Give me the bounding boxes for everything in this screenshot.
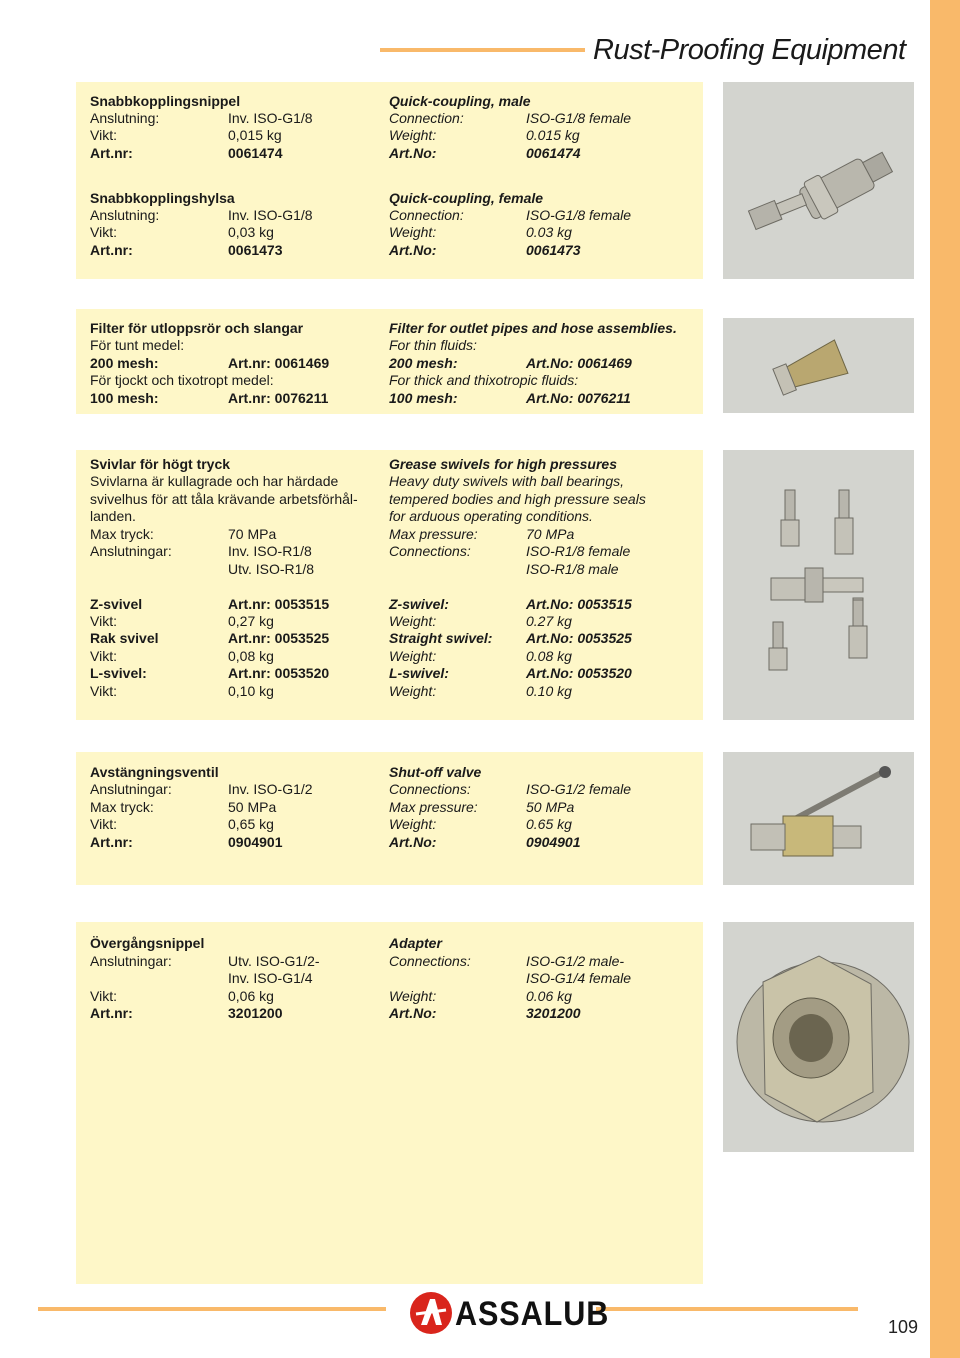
s4-sv-l-weight-label: Vikt: — [90, 683, 117, 699]
s6-en-art-value: 3201200 — [526, 1005, 581, 1021]
s2-en-conn-label: Connection: — [389, 207, 464, 223]
s1-sv-weight-value: 0,015 kg — [228, 127, 282, 143]
quick-coupling-photo — [723, 82, 914, 279]
s6-sv-conn-label: Anslutningar: — [90, 953, 172, 969]
s5-sv-conn-label: Anslutningar: — [90, 781, 172, 797]
s4-sv-conn-value1: Inv. ISO-R1/8 — [228, 543, 312, 559]
s4-sv-desc2: svivelhus för att tåla krävande arbetsförhål- — [90, 491, 358, 507]
s5-en-weight-value: 0.65 kg — [526, 816, 572, 832]
s1-en-conn-value: ISO-G1/8 female — [526, 110, 632, 126]
s4-en-z-weight-label: Weight: — [389, 613, 437, 629]
s4-en-press-value: 70 MPa — [526, 526, 575, 542]
s4-en-desc1: Heavy duty swivels with ball bearings, — [389, 473, 624, 489]
s4-sv-l-weight-value: 0,10 kg — [228, 683, 274, 699]
s2-en-title: Quick-coupling, female — [389, 190, 544, 206]
s5-sv-weight-value: 0,65 kg — [228, 816, 274, 832]
s3-en-100-value: Art.No: 0076211 — [526, 390, 631, 406]
s6-sv-conn-value2: Inv. ISO-G1/4 — [228, 970, 313, 986]
s4-en-z-weight-value: 0.27 kg — [526, 613, 572, 629]
s4-en-desc2: tempered bodies and high pressure seals — [389, 491, 646, 507]
s2-sv-conn-label: Anslutning: — [90, 207, 160, 223]
footer-rule-right — [596, 1307, 858, 1311]
s4-sv-z-label: Z-svivel — [90, 596, 143, 612]
s3-sv-thick: För tjockt och tixotropt medel: — [90, 372, 274, 388]
s5-sv-conn-value: Inv. ISO-G1/2 — [228, 781, 313, 797]
s4-sv-title: Svivlar för högt tryck — [90, 456, 231, 472]
s1-en-weight-value: 0.015 kg — [526, 127, 580, 143]
s4-sv-press-value: 70 MPa — [228, 526, 277, 542]
s4-sv-z-weight-value: 0,27 kg — [228, 613, 274, 629]
s5-en-weight-label: Weight: — [389, 816, 437, 832]
s6-en-conn-label: Connections: — [389, 953, 471, 969]
s2-sv-art-label: Art.nr: — [90, 242, 133, 258]
s2-sv-title: Snabbkopplingshylsa — [90, 190, 235, 206]
header-rule — [380, 48, 585, 52]
s5-sv-title: Avstängningsventil — [90, 764, 219, 780]
s6-en-art-label: Art.No: — [389, 1005, 437, 1021]
s3-sv-100-label: 100 mesh: — [90, 390, 159, 406]
s6-sv-art-label: Art.nr: — [90, 1005, 133, 1021]
s5-sv-art-label: Art.nr: — [90, 834, 133, 850]
s1-sv-art-label: Art.nr: — [90, 145, 133, 161]
s3-en-thick: For thick and thixotropic fluids: — [389, 372, 579, 388]
s1-sv-title: Snabbkopplingsnippel — [90, 93, 241, 109]
s5-en-conn-value: ISO-G1/2 female — [526, 781, 632, 797]
s5-sv-press-value: 50 MPa — [228, 799, 277, 815]
s1-sv-conn-value: Inv. ISO-G1/8 — [228, 110, 313, 126]
s2-sv-conn-value: Inv. ISO-G1/8 — [228, 207, 313, 223]
s3-en-200-label: 200 mesh: — [389, 355, 458, 371]
s3-en-title: Filter for outlet pipes and hose assemblies. — [389, 320, 677, 336]
s4-sv-rak-weight-value: 0,08 kg — [228, 648, 274, 664]
s3-en-200-value: Art.No: 0061469 — [526, 355, 632, 371]
s6-sv-weight-label: Vikt: — [90, 988, 117, 1004]
s1-en-weight-label: Weight: — [389, 127, 437, 143]
s5-en-press-value: 50 MPa — [526, 799, 575, 815]
page-title: Rust-Proofing Equipment — [593, 34, 906, 66]
s1-sv-weight-label: Vikt: — [90, 127, 117, 143]
footer-rule-left — [38, 1307, 386, 1311]
filter-photo — [723, 318, 914, 413]
s4-en-conn-value1: ISO-R1/8 female — [526, 543, 631, 559]
s4-en-l-art: Art.No: 0053520 — [526, 665, 632, 681]
s5-sv-art-value: 0904901 — [228, 834, 283, 850]
s6-sv-title: Övergångsnippel — [90, 935, 205, 951]
s1-en-art-label: Art.No: — [389, 145, 437, 161]
s5-en-title: Shut-off valve — [389, 764, 482, 780]
s3-en-thin: For thin fluids: — [389, 337, 477, 353]
s4-sv-conn-value2: Utv. ISO-R1/8 — [228, 561, 315, 577]
adapter-photo — [723, 922, 914, 1152]
s6-en-conn-value2: ISO-G1/4 female — [526, 970, 632, 986]
s4-en-z-art: Art.No: 0053515 — [526, 596, 632, 612]
s5-en-conn-label: Connections: — [389, 781, 471, 797]
s4-sv-conn-label: Anslutningar: — [90, 543, 172, 559]
s5-en-press-label: Max pressure: — [389, 799, 478, 815]
s4-sv-press-label: Max tryck: — [90, 526, 154, 542]
s4-en-l-label: L-swivel: — [389, 665, 449, 681]
s2-sv-art-value: 0061473 — [228, 242, 283, 258]
s6-sv-weight-value: 0,06 kg — [228, 988, 274, 1004]
s4-en-conn-value2: ISO-R1/8 male — [526, 561, 619, 577]
s4-sv-l-art: Art.nr: 0053520 — [228, 665, 330, 681]
s4-sv-l-label: L-svivel: — [90, 665, 147, 681]
s3-sv-200-label: 200 mesh: — [90, 355, 159, 371]
s3-en-100-label: 100 mesh: — [389, 390, 458, 406]
s4-sv-z-art: Art.nr: 0053515 — [228, 596, 330, 612]
shut-off-valve-photo — [723, 752, 914, 885]
s3-sv-thin: För tunt medel: — [90, 337, 185, 353]
s4-sv-rak-label: Rak svivel — [90, 630, 159, 646]
s6-sv-conn-value1: Utv. ISO-G1/2- — [228, 953, 320, 969]
s4-sv-z-weight-label: Vikt: — [90, 613, 117, 629]
s4-sv-rak-art: Art.nr: 0053525 — [228, 630, 330, 646]
s5-en-art-value: 0904901 — [526, 834, 581, 850]
s1-en-title: Quick-coupling, male — [389, 93, 531, 109]
s2-en-weight-value: 0.03 kg — [526, 224, 572, 240]
s6-en-title: Adapter — [389, 935, 442, 951]
s1-en-conn-label: Connection: — [389, 110, 464, 126]
s2-en-art-label: Art.No: — [389, 242, 437, 258]
s4-en-conn-label: Connections: — [389, 543, 471, 559]
s2-en-conn-value: ISO-G1/8 female — [526, 207, 632, 223]
s3-sv-100-value: Art.nr: 0076211 — [228, 390, 329, 406]
swivels-photo — [723, 450, 914, 720]
s6-en-conn-value1: ISO-G1/2 male- — [526, 953, 625, 969]
s4-sv-rak-weight-label: Vikt: — [90, 648, 117, 664]
s4-en-rak-art: Art.No: 0053525 — [526, 630, 632, 646]
s4-en-title: Grease swivels for high pressures — [389, 456, 617, 472]
s5-sv-weight-label: Vikt: — [90, 816, 117, 832]
s4-sv-desc3: landen. — [90, 508, 136, 524]
s2-sv-weight-label: Vikt: — [90, 224, 117, 240]
s4-en-press-label: Max pressure: — [389, 526, 478, 542]
s2-en-weight-label: Weight: — [389, 224, 437, 240]
orange-sidebar — [930, 0, 960, 1358]
s3-sv-200-value: Art.nr: 0061469 — [228, 355, 330, 371]
s2-sv-weight-value: 0,03 kg — [228, 224, 274, 240]
s5-sv-press-label: Max tryck: — [90, 799, 154, 815]
page-number: 109 — [888, 1317, 919, 1337]
s1-sv-art-value: 0061474 — [228, 145, 283, 161]
s4-en-rak-weight-value: 0.08 kg — [526, 648, 572, 664]
s4-sv-desc1: Svivlarna är kullagrade och har härdade — [90, 473, 339, 489]
s4-en-rak-weight-label: Weight: — [389, 648, 437, 664]
s4-en-rak-label: Straight swivel: — [389, 630, 493, 646]
s5-en-art-label: Art.No: — [389, 834, 437, 850]
s1-sv-conn-label: Anslutning: — [90, 110, 160, 126]
s6-en-weight-value: 0.06 kg — [526, 988, 572, 1004]
s4-en-desc3: for arduous operating conditions. — [389, 508, 593, 524]
s4-en-z-label: Z-swivel: — [389, 596, 449, 612]
s6-sv-art-value: 3201200 — [228, 1005, 283, 1021]
s6-en-weight-label: Weight: — [389, 988, 437, 1004]
s4-en-l-weight-label: Weight: — [389, 683, 437, 699]
s1-en-art-value: 0061474 — [526, 145, 581, 161]
logo-wordmark: ASSALUB — [455, 1295, 610, 1333]
s2-en-art-value: 0061473 — [526, 242, 581, 258]
s3-sv-title: Filter för utloppsrör och slangar — [90, 320, 304, 336]
s4-en-l-weight-value: 0.10 kg — [526, 683, 572, 699]
